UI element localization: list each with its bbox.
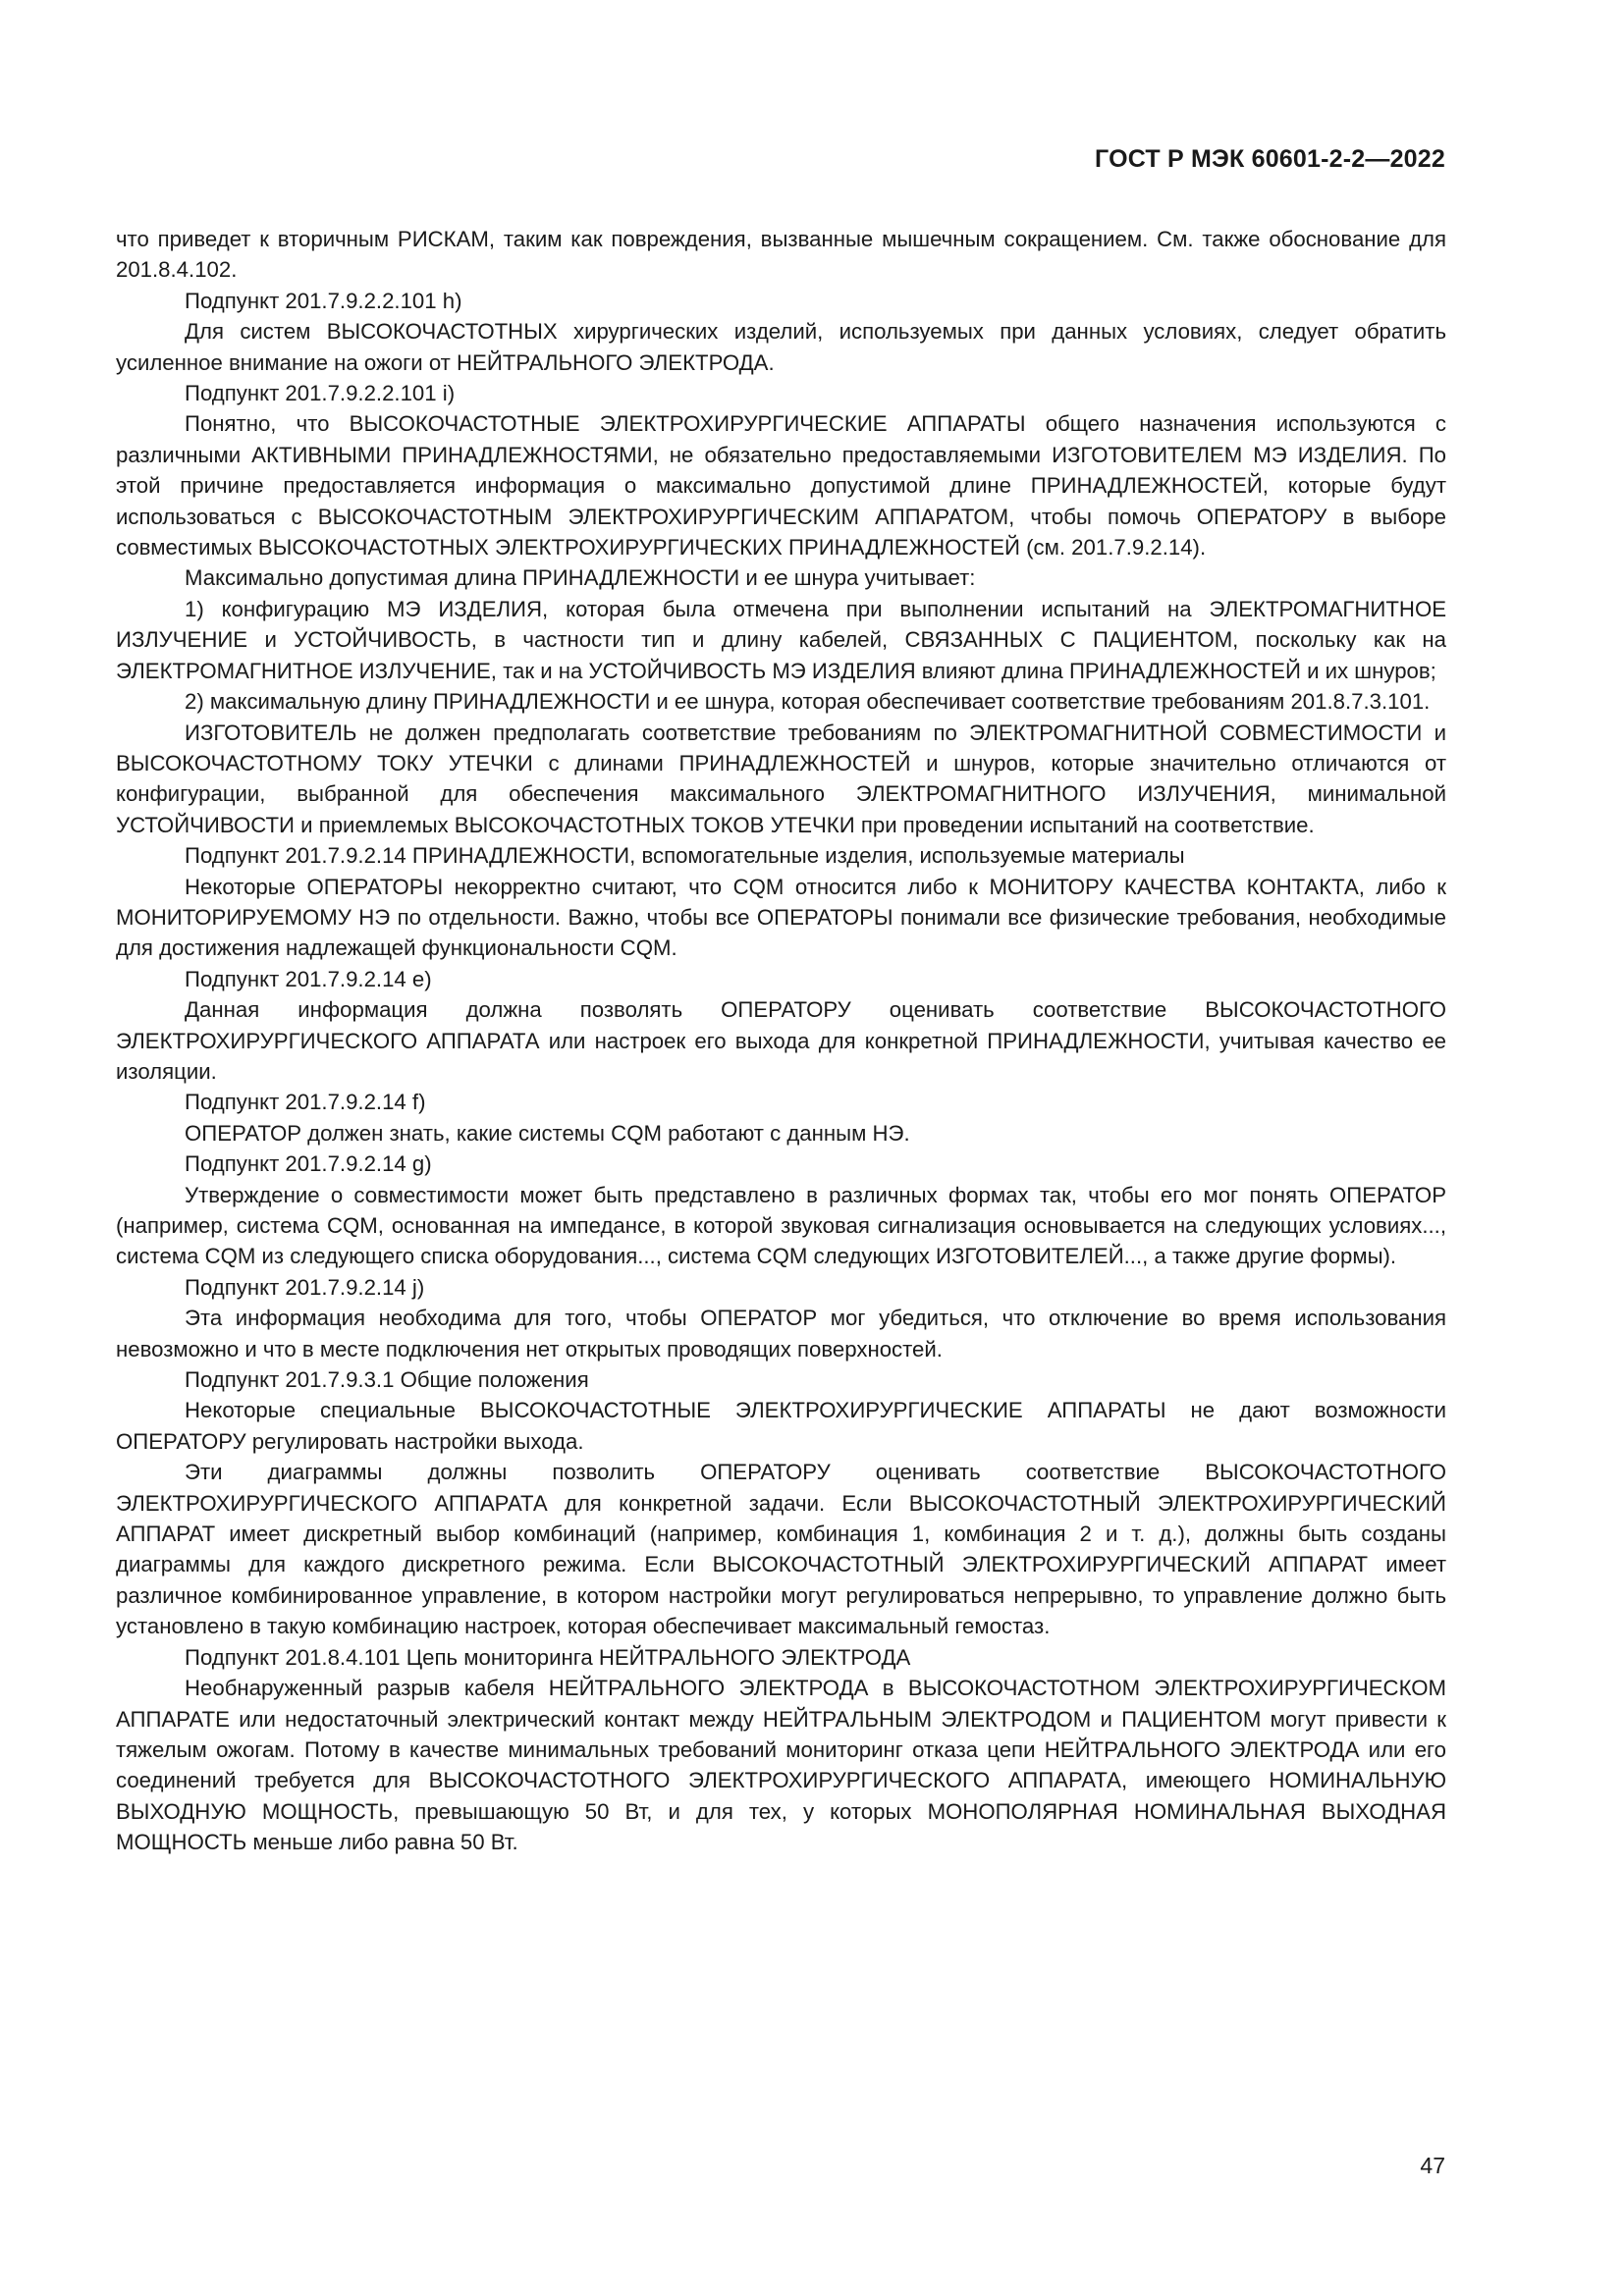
- list-item: 1) конфигурацию МЭ ИЗДЕЛИЯ, которая была отмечена при выполнении испытаний на ЭЛЕКТРОМАГНИТНОЕ ИЗЛУЧЕНИЕ и УСТОЙЧИВОСТЬ, в частности тип и длину кабелей, СВЯЗАННЫХ С ПАЦИЕНТОМ, поскольку как на ЭЛЕКТРОМАГНИТНОЕ ИЗЛУЧЕНИЕ, так и на УСТОЙЧИВОСТЬ МЭ ИЗДЕЛИЯ влияют длина ПРИНАДЛЕЖНОСТЕЙ и их шнуров;: [116, 596, 1446, 683]
- paragraph: Некоторые ОПЕРАТОРЫ некорректно считают, что CQM относится либо к МОНИТОРУ КАЧЕСТВА КОНТАКТА, либо к МОНИТОРИРУЕМОМУ НЭ по отдельности. Важно, чтобы все ОПЕРАТОРЫ понимали все физические требования, необходимые для достижения надлежащей функциональности CQM.: [116, 874, 1446, 961]
- clause-reference: Подпункт 201.8.4.101 Цепь мониторинга НЕЙТРАЛЬНОГО ЭЛЕКТРОДА: [185, 1644, 911, 1670]
- clause-reference: Подпункт 201.7.9.2.2.101 i): [185, 381, 456, 406]
- paragraph: Понятно, что ВЫСОКОЧАСТОТНЫЕ ЭЛЕКТРОХИРУРГИЧЕСКИЕ АППАРАТЫ общего назначения используются с различными АКТИВНЫМИ ПРИНАДЛЕЖНОСТЯМИ, не обязательно предоставляемыми ИЗГОТОВИТЕЛЕМ МЭ ИЗДЕЛИЯ. По этой причине предоставляется информация о максимально допустимой длине ПРИНАДЛЕЖНОСТЕЙ, которые будут использоваться с ВЫСОКОЧАСТОТНЫМ ЭЛЕКТРОХИРУРГИЧЕСКИМ АППАРАТОМ, чтобы помочь ОПЕРАТОРУ в выборе совместимых ВЫСОКОЧАСТОТНЫХ ЭЛЕКТРОХИРУРГИЧЕСКИХ ПРИНАДЛЕЖНОСТЕЙ (см. 201.7.9.2.14).: [116, 411, 1446, 561]
- paragraph: Данная информация должна позволять ОПЕРАТОРУ оценивать соответствие ВЫСОКОЧАСТОТНОГО ЭЛЕКТРОХИРУРГИЧЕСКОГО АППАРАТА или настроек его выхода для конкретной ПРИНАДЛЕЖНОСТИ, учитывая качество ее изоляции.: [116, 997, 1446, 1084]
- clause-reference: Подпункт 201.7.9.2.14 ПРИНАДЛЕЖНОСТИ, вспомогательные изделия, используемые материалы: [185, 843, 1185, 869]
- clause-reference: Подпункт 201.7.9.2.2.101 h): [185, 288, 462, 313]
- clause-reference: Подпункт 201.7.9.2.14 e): [185, 966, 432, 991]
- clause-reference: Подпункт 201.7.9.2.14 f): [185, 1090, 426, 1115]
- clause-reference: Подпункт 201.7.9.2.14 j): [185, 1274, 425, 1300]
- paragraph: Максимально допустимая длина ПРИНАДЛЕЖНОСТИ и ее шнура учитывает:: [185, 565, 976, 591]
- paragraph: Некоторые специальные ВЫСОКОЧАСТОТНЫЕ ЭЛЕКТРОХИРУРГИЧЕСКИЕ АППАРАТЫ не дают возможности ОПЕРАТОРУ регулировать настройки выхода.: [116, 1398, 1446, 1454]
- page-number: 47: [1420, 2153, 1445, 2178]
- document-body: [116, 224, 1446, 1858]
- clause-reference: Подпункт 201.7.9.2.14 g): [185, 1151, 432, 1177]
- clause-reference: Подпункт 201.7.9.3.1 Общие положения: [185, 1367, 589, 1393]
- paragraph: Утверждение о совместимости может быть представлено в различных формах так, чтобы его мог понять ОПЕРАТОР (например, система CQM, основанная на импедансе, в которой звуковая сигнализация основывается на следующих условиях..., система CQM из следующего списка оборудования..., система CQM следующих ИЗГОТОВИТЕЛЕЙ..., а также другие формы).: [116, 1182, 1446, 1269]
- paragraph: Необнаруженный разрыв кабеля НЕЙТРАЛЬНОГО ЭЛЕКТРОДА в ВЫСОКОЧАСТОТНОМ ЭЛЕКТРОХИРУРГИЧЕСКОМ АППАРАТЕ или недостаточный электрический контакт между НЕЙТРАЛЬНЫМ ЭЛЕКТРОДОМ и ПАЦИЕНТОМ могут привести к тяжелым ожогам. Потому в качестве минимальных требований мониторинг отказа цепи НЕЙТРАЛЬНОГО ЭЛЕКТРОДА или его соединений требуется для ВЫСОКОЧАСТОТНОГО ЭЛЕКТРОХИРУРГИЧЕСКОГО АППАРАТА, имеющего НОМИНАЛЬНУЮ ВЫХОДНУЮ МОЩНОСТЬ, превышающую 50 Вт, и для тех, у которых МОНОПОЛЯРНАЯ НОМИНАЛЬНАЯ ВЫХОДНАЯ МОЩНОСТЬ меньше либо равна 50 Вт.: [116, 1676, 1446, 1855]
- paragraph: Для систем ВЫСОКОЧАСТОТНЫХ хирургических изделий, используемых при данных условиях, следует обратить усиленное внимание на ожоги от НЕЙТРАЛЬНОГО ЭЛЕКТРОДА.: [116, 319, 1446, 375]
- standard-designation: ГОСТ Р МЭК 60601-2-2—2022: [1095, 145, 1445, 173]
- paragraph: Эта информация необходима для того, чтобы ОПЕРАТОР мог убедиться, что отключение во время использования невозможно и что в месте подключения нет открытых проводящих поверхностей.: [116, 1306, 1446, 1362]
- paragraph: ИЗГОТОВИТЕЛЬ не должен предполагать соответствие требованиям по ЭЛЕКТРОМАГНИТНОЙ СОВМЕСТИМОСТИ и ВЫСОКОЧАСТОТНОМУ ТОКУ УТЕЧКИ с длинами ПРИНАДЛЕЖНОСТЕЙ и шнуров, которые значительно отличаются от конфигурации, выбранной для обеспечения максимального ЭЛЕКТРОМАГНИТНОГО ИЗЛУЧЕНИЯ, минимальной УСТОЙЧИВОСТИ и приемлемых ВЫСОКОЧАСТОТНЫХ ТОКОВ УТЕЧКИ при проведении испытаний на соответствие.: [116, 720, 1446, 837]
- paragraph: Эти диаграммы должны позволить ОПЕРАТОРУ оценивать соответствие ВЫСОКОЧАСТОТНОГО ЭЛЕКТРОХИРУРГИЧЕСКОГО АППАРАТА для конкретной задачи. Если ВЫСОКОЧАСТОТНЫЙ ЭЛЕКТРОХИРУРГИЧЕСКИЙ АППАРАТ имеет дискретный выбор комбинаций (например, комбинация 1, комбинация 2 и т. д.), должны быть созданы диаграммы для каждого дискретного режима. Если ВЫСОКОЧАСТОТНЫЙ ЭЛЕКТРОХИРУРГИЧЕСКИЙ АППАРАТ имеет различное комбинированное управление, в котором настройки могут регулироваться непрерывно, то управление должно быть установлено в такую комбинацию настроек, которая обеспечивает максимальный гемостаз.: [116, 1460, 1446, 1639]
- paragraph: что приведет к вторичным РИСКАМ, таким как повреждения, вызванные мышечным сокращением. См. также обоснование для 201.8.4.102.: [116, 227, 1446, 283]
- list-item: 2) максимальную длину ПРИНАДЛЕЖНОСТИ и ее шнура, которая обеспечивает соответствие требованиям 201.8.7.3.101.: [185, 689, 1431, 715]
- paragraph: ОПЕРАТОР должен знать, какие системы CQM работают с данным НЭ.: [185, 1120, 910, 1146]
